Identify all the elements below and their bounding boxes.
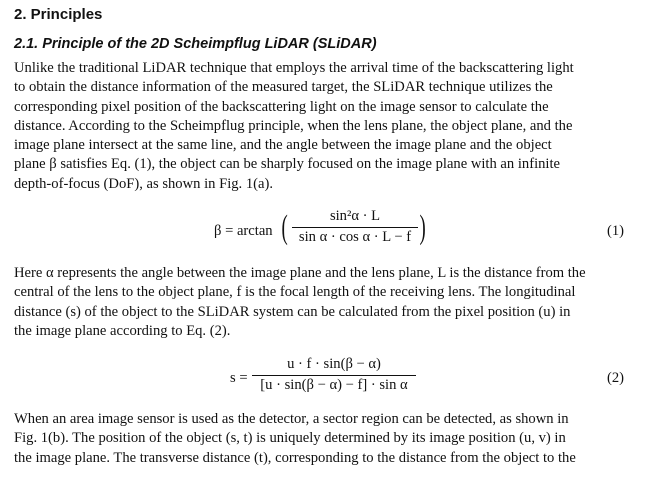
paragraph-3-line: Fig. 1(b). The position of the object (s, t) is uniquely determined by its image position (u, v) in [14,430,566,447]
paragraph-1-line: distance. According to the Scheimpflug principle, when the lens plane, the object plane, and the [14,117,573,134]
equation-1-lhs: β = arctan [214,223,273,239]
paragraph-3-line: When an area image sensor is used as the detector, a sector region can be detected, as shown in [14,411,569,427]
equation-2-denominator: [u · sin(β − α) − f] · sin α [260,377,408,393]
equation-2-lhs: s = [230,370,248,386]
subsection-heading: 2.1. Principle of the 2D Scheimpflug LiDAR (SLiDAR) [14,36,377,52]
paragraph-2-line: distance (s) of the object to the SLiDAR system can be calculated from the pixel position (u) in [14,303,571,320]
equation-1-numerator: sin²α · L [329,208,381,224]
paragraph-2-line: Here α represents the angle between the image plane and the lens plane, L is the distance from the [14,265,586,281]
paragraph-2 [14,264,628,341]
equation-2-number: (2) [606,370,624,386]
paragraph-1-line: corresponding pixel position of the backscattering light on the image sensor to calculate the [14,98,549,115]
equation-1 [0,206,650,256]
section-heading: 2. Principles [14,6,103,23]
fraction-bar [252,375,416,376]
paragraph-1-line: depth-of-focus (DoF), as shown in Fig. 1(a). [14,175,273,192]
equation-2-fraction [252,356,416,394]
paragraph-1-line: Unlike the traditional LiDAR technique that employs the arrival time of the backscattering light [14,60,574,76]
paragraph-2-line: the image plane according to Eq. (2). [14,322,231,339]
equation-1-denominator: sin α · cos α · L − f [298,229,412,245]
paragraph-3 [14,410,628,468]
paragraph-1-line: image plane intersect at the same line, and the angle between the image plane and the object [14,137,552,154]
right-paren: ) [419,209,426,246]
paragraph-1-line: plane β satisfies Eq. (1), the object can be sharply focused on the image plane with an infinite [14,156,561,173]
equation-1-number: (1) [606,223,624,239]
fraction-bar [292,227,418,228]
paragraph-3-line: the image plane. The transverse distance (t), corresponding to the distance from the object to the [14,449,576,466]
equation-2-numerator: u · f · sin(β − α) [287,356,381,372]
paragraph-1-line: to obtain the distance information of the measured target, the SLiDAR technique utilizes the [14,79,553,96]
equation-1-fraction [292,208,418,246]
left-paren: ( [281,209,288,246]
paragraph-2-line: central of the lens to the object plane, f is the focal length of the receiving lens. The longitudinal [14,284,576,301]
equation-2 [0,356,650,404]
paragraph-1 [14,59,628,194]
